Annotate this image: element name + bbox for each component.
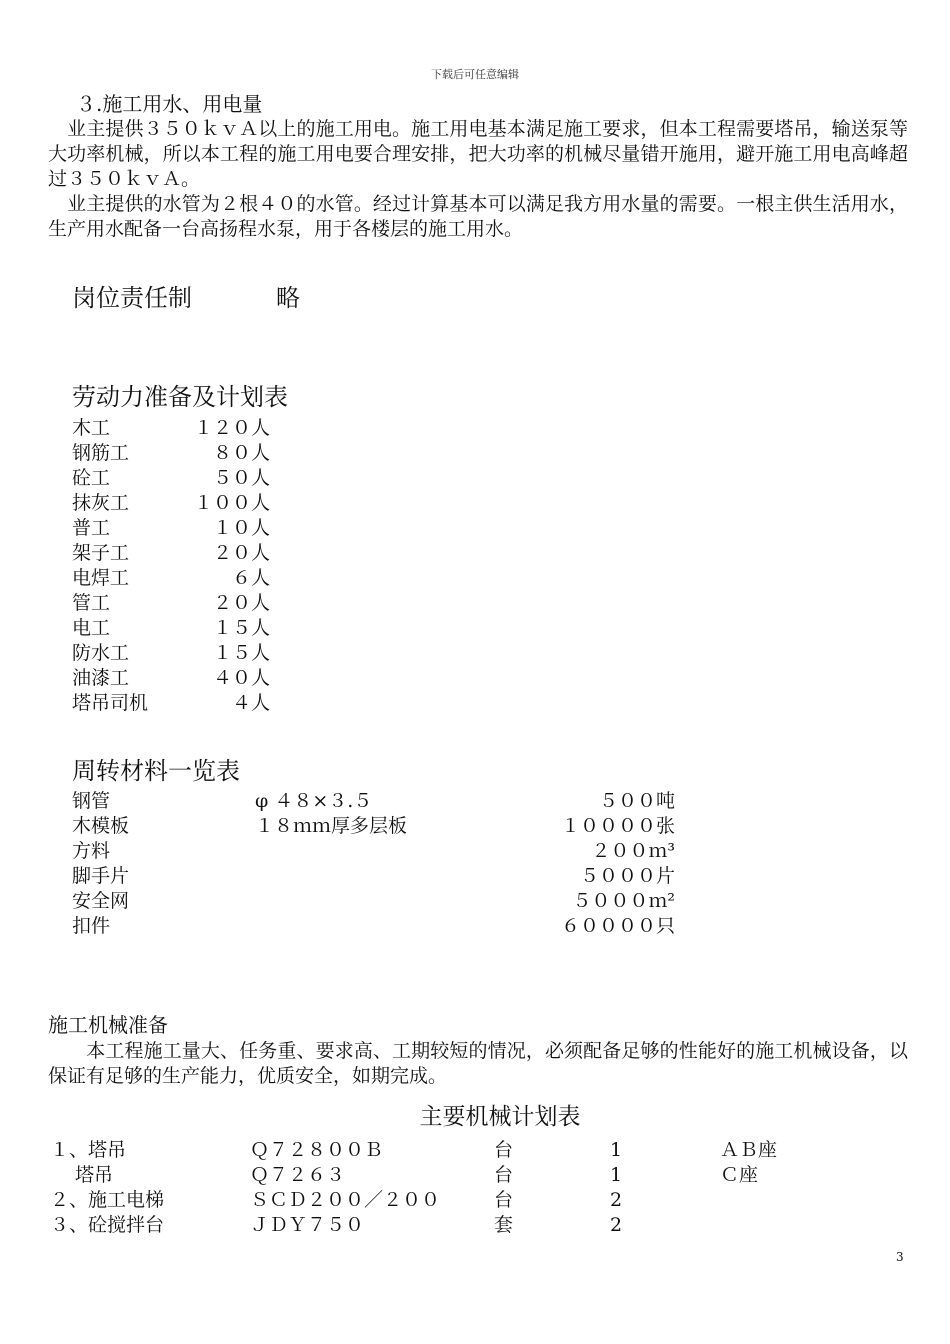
labor-row-trade: 塔吊司机 [72,692,149,714]
labor-row-count: １５人 [212,617,270,639]
labor-row-trade: 钢筋工 [72,442,130,464]
labor-row-trade: 砼工 [72,467,111,489]
labor-row-trade: 电焊工 [72,567,130,589]
machine-row-unit: 台 [494,1189,514,1211]
machine-row-qty: 2 [610,1214,623,1236]
material-row-qty: ２００ｍ³ [591,840,675,862]
material-row-name: 方料 [72,840,111,862]
labor-row-count: ４人 [231,692,270,714]
labor-row-count: １２０人 [193,417,270,439]
material-row-spec: １８ｍｍ厚多层板 [255,815,408,837]
labor-row-trade: 抹灰工 [72,492,130,514]
machine-row-qty: 1 [610,1164,623,1186]
material-row-qty: ５００吨 [598,790,675,812]
machinery-title: 施工机械准备 [48,1013,168,1037]
machinery-table-title: 主要机械计划表 [419,1104,581,1130]
responsibility-title: 岗位责任制 [72,284,192,312]
machine-row-model: Ｑ７２６３ [250,1164,346,1186]
machine-row-note: ＡＢ座 [720,1139,778,1161]
labor-row-count: ８０人 [212,442,270,464]
section-title: ３.施工用水、用电量 [76,92,263,116]
machine-row-qty: 2 [610,1189,623,1211]
paragraph-machinery: 本工程施工量大、任务重、要求高、工期较短的情况，必须配备足够的性能好的施工机械设备，以保证有足够的生产能力，优质安全，如期完成。 [48,1040,908,1087]
materials-title: 周转材料一览表 [72,757,240,785]
labor-row-trade: 电工 [72,617,111,639]
material-row-qty: ５０００片 [579,865,675,887]
material-row-qty: ６００００只 [560,915,675,937]
material-row-spec: φ ４８×３.５ [255,790,373,812]
labor-row-count: ２０人 [212,542,270,564]
labor-row-count: ６人 [231,567,270,589]
machine-row-name: ３、砼搅拌台 [50,1214,165,1236]
paragraph-power: 业主提供３５０ｋｖＡ以上的施工用电。施工用电基本满足施工要求，但本工程需要塔吊，输送泵等大功率机械，所以本工程的施工用电要合理安排，把大功率的机械尽量错开施用，避开施工用电高峰超过３５０ｋｖＡ。 [48,118,908,190]
labor-row-count: ５０人 [212,467,270,489]
machine-row-unit: 台 [494,1164,514,1186]
machine-row-note: Ｃ座 [720,1164,759,1186]
machine-row-model: ＳＣＤ２００／２００ [250,1189,441,1211]
machine-row-model: ＪＤＹ７５０ [250,1214,365,1236]
labor-row-count: １００人 [193,492,270,514]
page-number: 3 [896,1250,904,1264]
material-row-name: 木模板 [72,815,130,837]
machine-row-model: Ｑ７２８００Ｂ [250,1139,384,1161]
material-row-name: 脚手片 [72,865,130,887]
labor-row-trade: 防水工 [72,642,130,664]
material-row-qty: １００００张 [560,815,675,837]
material-row-name: 安全网 [72,890,130,912]
machine-row-unit: 台 [494,1139,514,1161]
labor-title: 劳动力准备及计划表 [72,383,288,411]
labor-row-count: １５人 [212,642,270,664]
material-row-name: 扣件 [72,915,111,937]
labor-row-count: ４０人 [212,667,270,689]
labor-row-count: ２０人 [212,592,270,614]
machine-row-qty: 1 [610,1139,623,1161]
labor-row-trade: 普工 [72,517,111,539]
responsibility-value: 略 [276,284,300,312]
page-header: 下载后可任意编辑 [431,68,519,81]
labor-row-trade: 油漆工 [72,667,130,689]
machine-row-unit: 套 [494,1214,514,1236]
labor-row-trade: 管工 [72,592,111,614]
labor-row-trade: 架子工 [72,542,130,564]
labor-row-trade: 木工 [72,417,111,439]
material-row-qty: ５０００ｍ² [572,890,675,912]
paragraph-water: 业主提供的水管为２根４０的水管。经过计算基本可以满足我方用水量的需要。一根主供生活用水，生产用水配备一台高扬程水泵，用于各楼层的施工用水。 [48,193,908,240]
labor-row-count: １０人 [212,517,270,539]
machine-row-name: 塔吊 [50,1164,114,1186]
machine-row-name: １、塔吊 [50,1139,127,1161]
material-row-name: 钢管 [72,790,111,812]
machine-row-name: ２、施工电梯 [50,1189,165,1211]
